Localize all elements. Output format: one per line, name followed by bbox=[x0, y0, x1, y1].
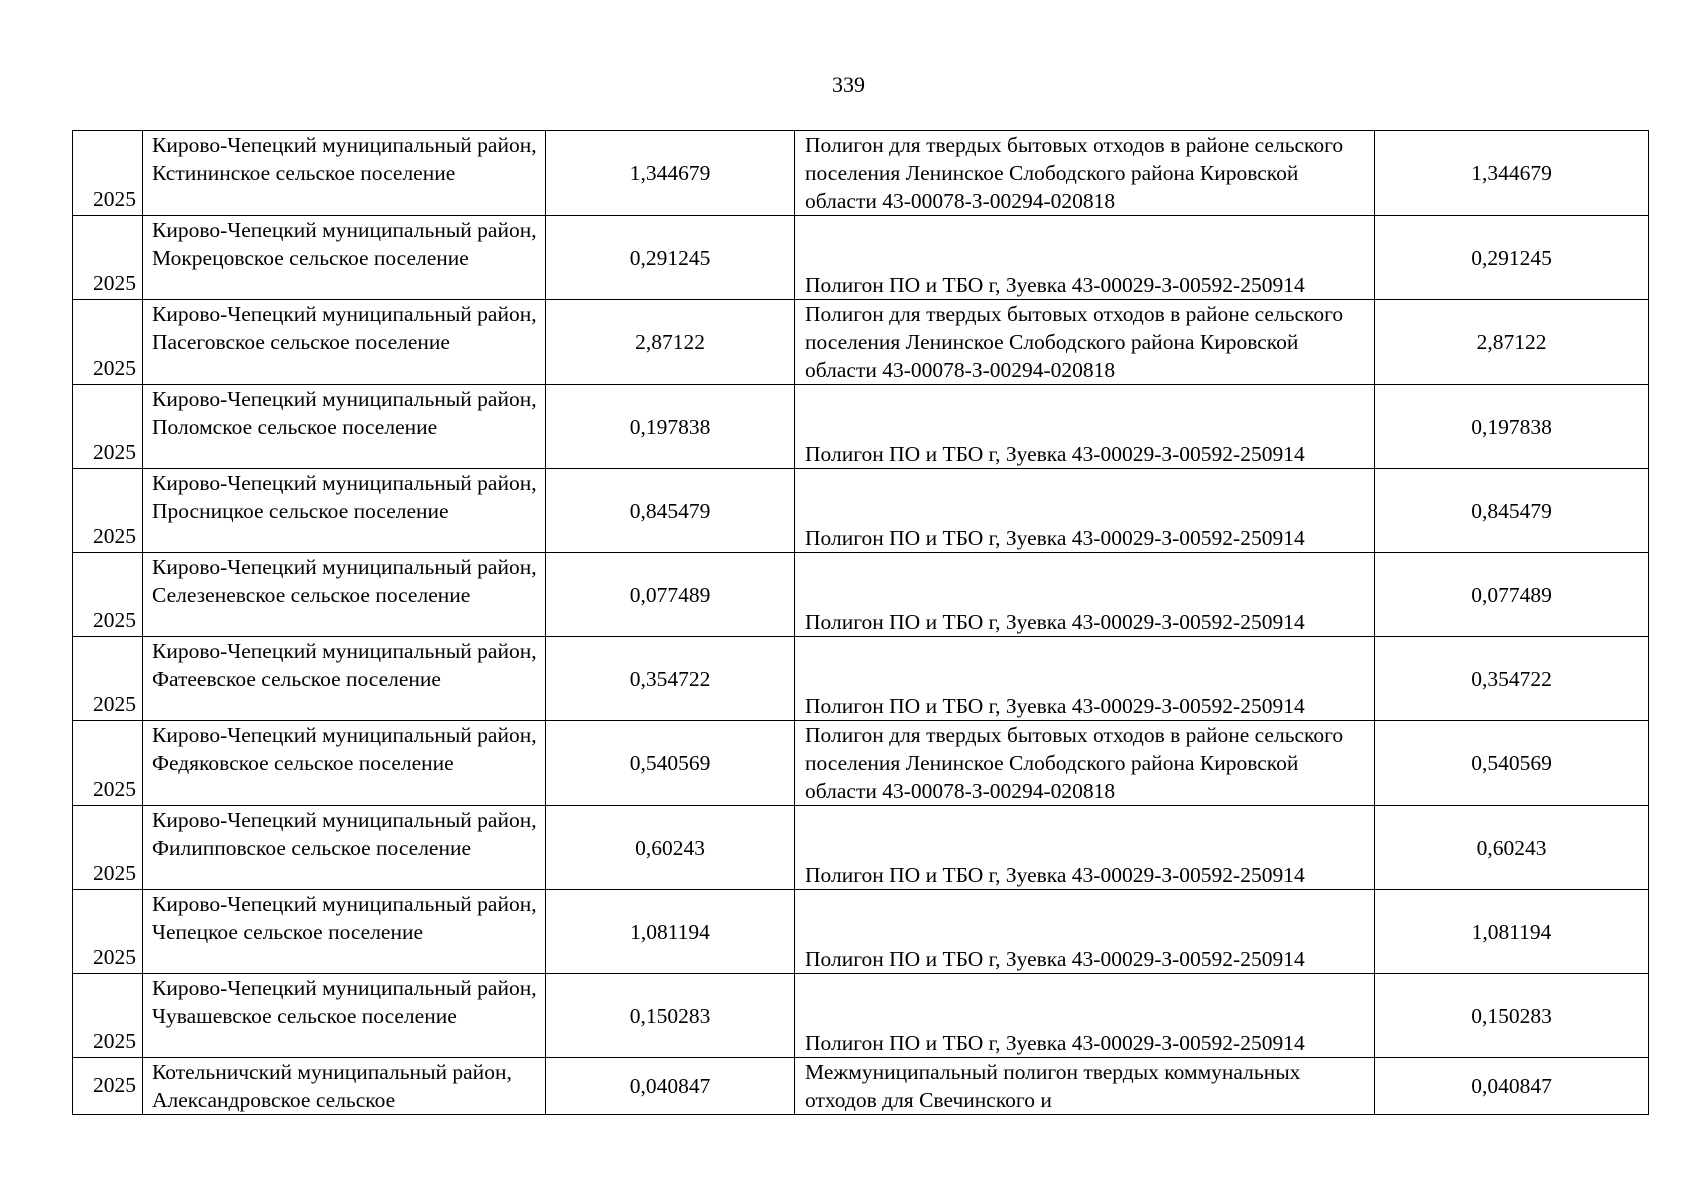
year-cell: 2025 bbox=[73, 553, 143, 637]
facility-cell: Межмуниципальный полигон твердых коммунальных отходов для Свечинского и bbox=[795, 1058, 1375, 1115]
mass-cell: 0,197838 bbox=[546, 385, 795, 469]
municipality-cell: Кирово-Чепецкий муниципальный район, Кстининское сельское поселение bbox=[143, 131, 546, 216]
table-row bbox=[73, 300, 1649, 385]
municipality-cell: Кирово-Чепецкий муниципальный район, Фатеевское сельское поселение bbox=[143, 637, 546, 721]
municipality-cell: Кирово-Чепецкий муниципальный район, Чепецкое сельское поселение bbox=[143, 890, 546, 974]
mass-cell: 0,040847 bbox=[546, 1058, 795, 1115]
table-row bbox=[73, 469, 1649, 553]
table-row bbox=[73, 553, 1649, 637]
mass-total-cell: 0,354722 bbox=[1375, 637, 1649, 721]
facility-cell: Полигон ПО и ТБО г, Зуевка 43-00029-З-00592-250914 bbox=[795, 553, 1375, 637]
mass-cell: 0,291245 bbox=[546, 216, 795, 300]
year-cell: 2025 bbox=[73, 469, 143, 553]
facility-cell: Полигон ПО и ТБО г, Зуевка 43-00029-З-00592-250914 bbox=[795, 637, 1375, 721]
municipality-cell: Кирово-Чепецкий муниципальный район, Мокрецовское сельское поселение bbox=[143, 216, 546, 300]
table-row bbox=[73, 974, 1649, 1058]
municipality-cell: Кирово-Чепецкий муниципальный район, Федяковское сельское поселение bbox=[143, 721, 546, 806]
table-row bbox=[73, 216, 1649, 300]
page-number: 339 bbox=[832, 72, 865, 97]
mass-total-cell: 0,845479 bbox=[1375, 469, 1649, 553]
table-row bbox=[73, 890, 1649, 974]
mass-total-cell: 1,081194 bbox=[1375, 890, 1649, 974]
mass-total-cell: 0,077489 bbox=[1375, 553, 1649, 637]
mass-cell: 0,354722 bbox=[546, 637, 795, 721]
year-cell: 2025 bbox=[73, 890, 143, 974]
mass-cell: 2,87122 bbox=[546, 300, 795, 385]
facility-cell: Полигон для твердых бытовых отходов в районе сельского поселения Ленинское Слободского района Кировской области 43-00078-З-00294-020818 bbox=[795, 721, 1375, 806]
municipality-cell: Кирово-Чепецкий муниципальный район, Чувашевское сельское поселение bbox=[143, 974, 546, 1058]
year-cell: 2025 bbox=[73, 131, 143, 216]
waste-register-table bbox=[72, 130, 1649, 1115]
table-row bbox=[73, 1058, 1649, 1115]
year-cell: 2025 bbox=[73, 300, 143, 385]
municipality-cell: Котельничский муниципальный район, Александровское сельское bbox=[143, 1058, 546, 1115]
mass-total-cell: 0,150283 bbox=[1375, 974, 1649, 1058]
mass-cell: 1,344679 bbox=[546, 131, 795, 216]
mass-cell: 0,150283 bbox=[546, 974, 795, 1058]
table-row bbox=[73, 131, 1649, 216]
year-cell: 2025 bbox=[73, 385, 143, 469]
mass-total-cell: 2,87122 bbox=[1375, 300, 1649, 385]
table-row bbox=[73, 806, 1649, 890]
mass-cell: 1,081194 bbox=[546, 890, 795, 974]
mass-cell: 0,077489 bbox=[546, 553, 795, 637]
facility-cell: Полигон ПО и ТБО г, Зуевка 43-00029-З-00592-250914 bbox=[795, 469, 1375, 553]
mass-cell: 0,540569 bbox=[546, 721, 795, 806]
facility-cell: Полигон для твердых бытовых отходов в районе сельского поселения Ленинское Слободского района Кировской области 43-00078-З-00294-020818 bbox=[795, 300, 1375, 385]
table-row bbox=[73, 721, 1649, 806]
mass-total-cell: 1,344679 bbox=[1375, 131, 1649, 216]
table-row bbox=[73, 385, 1649, 469]
facility-cell: Полигон ПО и ТБО г, Зуевка 43-00029-З-00592-250914 bbox=[795, 216, 1375, 300]
mass-total-cell: 0,040847 bbox=[1375, 1058, 1649, 1115]
year-cell: 2025 bbox=[73, 974, 143, 1058]
facility-cell: Полигон для твердых бытовых отходов в районе сельского поселения Ленинское Слободского района Кировской области 43-00078-З-00294-020818 bbox=[795, 131, 1375, 216]
mass-cell: 0,845479 bbox=[546, 469, 795, 553]
facility-cell: Полигон ПО и ТБО г, Зуевка 43-00029-З-00592-250914 bbox=[795, 890, 1375, 974]
municipality-cell: Кирово-Чепецкий муниципальный район, Просницкое сельское поселение bbox=[143, 469, 546, 553]
municipality-cell: Кирово-Чепецкий муниципальный район, Селезеневское сельское поселение bbox=[143, 553, 546, 637]
mass-total-cell: 0,197838 bbox=[1375, 385, 1649, 469]
facility-cell: Полигон ПО и ТБО г, Зуевка 43-00029-З-00592-250914 bbox=[795, 806, 1375, 890]
year-cell: 2025 bbox=[73, 637, 143, 721]
mass-cell: 0,60243 bbox=[546, 806, 795, 890]
year-cell: 2025 bbox=[73, 216, 143, 300]
year-cell: 2025 bbox=[73, 1058, 143, 1115]
facility-cell: Полигон ПО и ТБО г, Зуевка 43-00029-З-00592-250914 bbox=[795, 385, 1375, 469]
facility-cell: Полигон ПО и ТБО г, Зуевка 43-00029-З-00592-250914 bbox=[795, 974, 1375, 1058]
mass-total-cell: 0,291245 bbox=[1375, 216, 1649, 300]
municipality-cell: Кирово-Чепецкий муниципальный район, Филипповское сельское поселение bbox=[143, 806, 546, 890]
table-row bbox=[73, 637, 1649, 721]
year-cell: 2025 bbox=[73, 721, 143, 806]
municipality-cell: Кирово-Чепецкий муниципальный район, Поломское сельское поселение bbox=[143, 385, 546, 469]
year-cell: 2025 bbox=[73, 806, 143, 890]
mass-total-cell: 0,540569 bbox=[1375, 721, 1649, 806]
municipality-cell: Кирово-Чепецкий муниципальный район, Пасеговское сельское поселение bbox=[143, 300, 546, 385]
mass-total-cell: 0,60243 bbox=[1375, 806, 1649, 890]
